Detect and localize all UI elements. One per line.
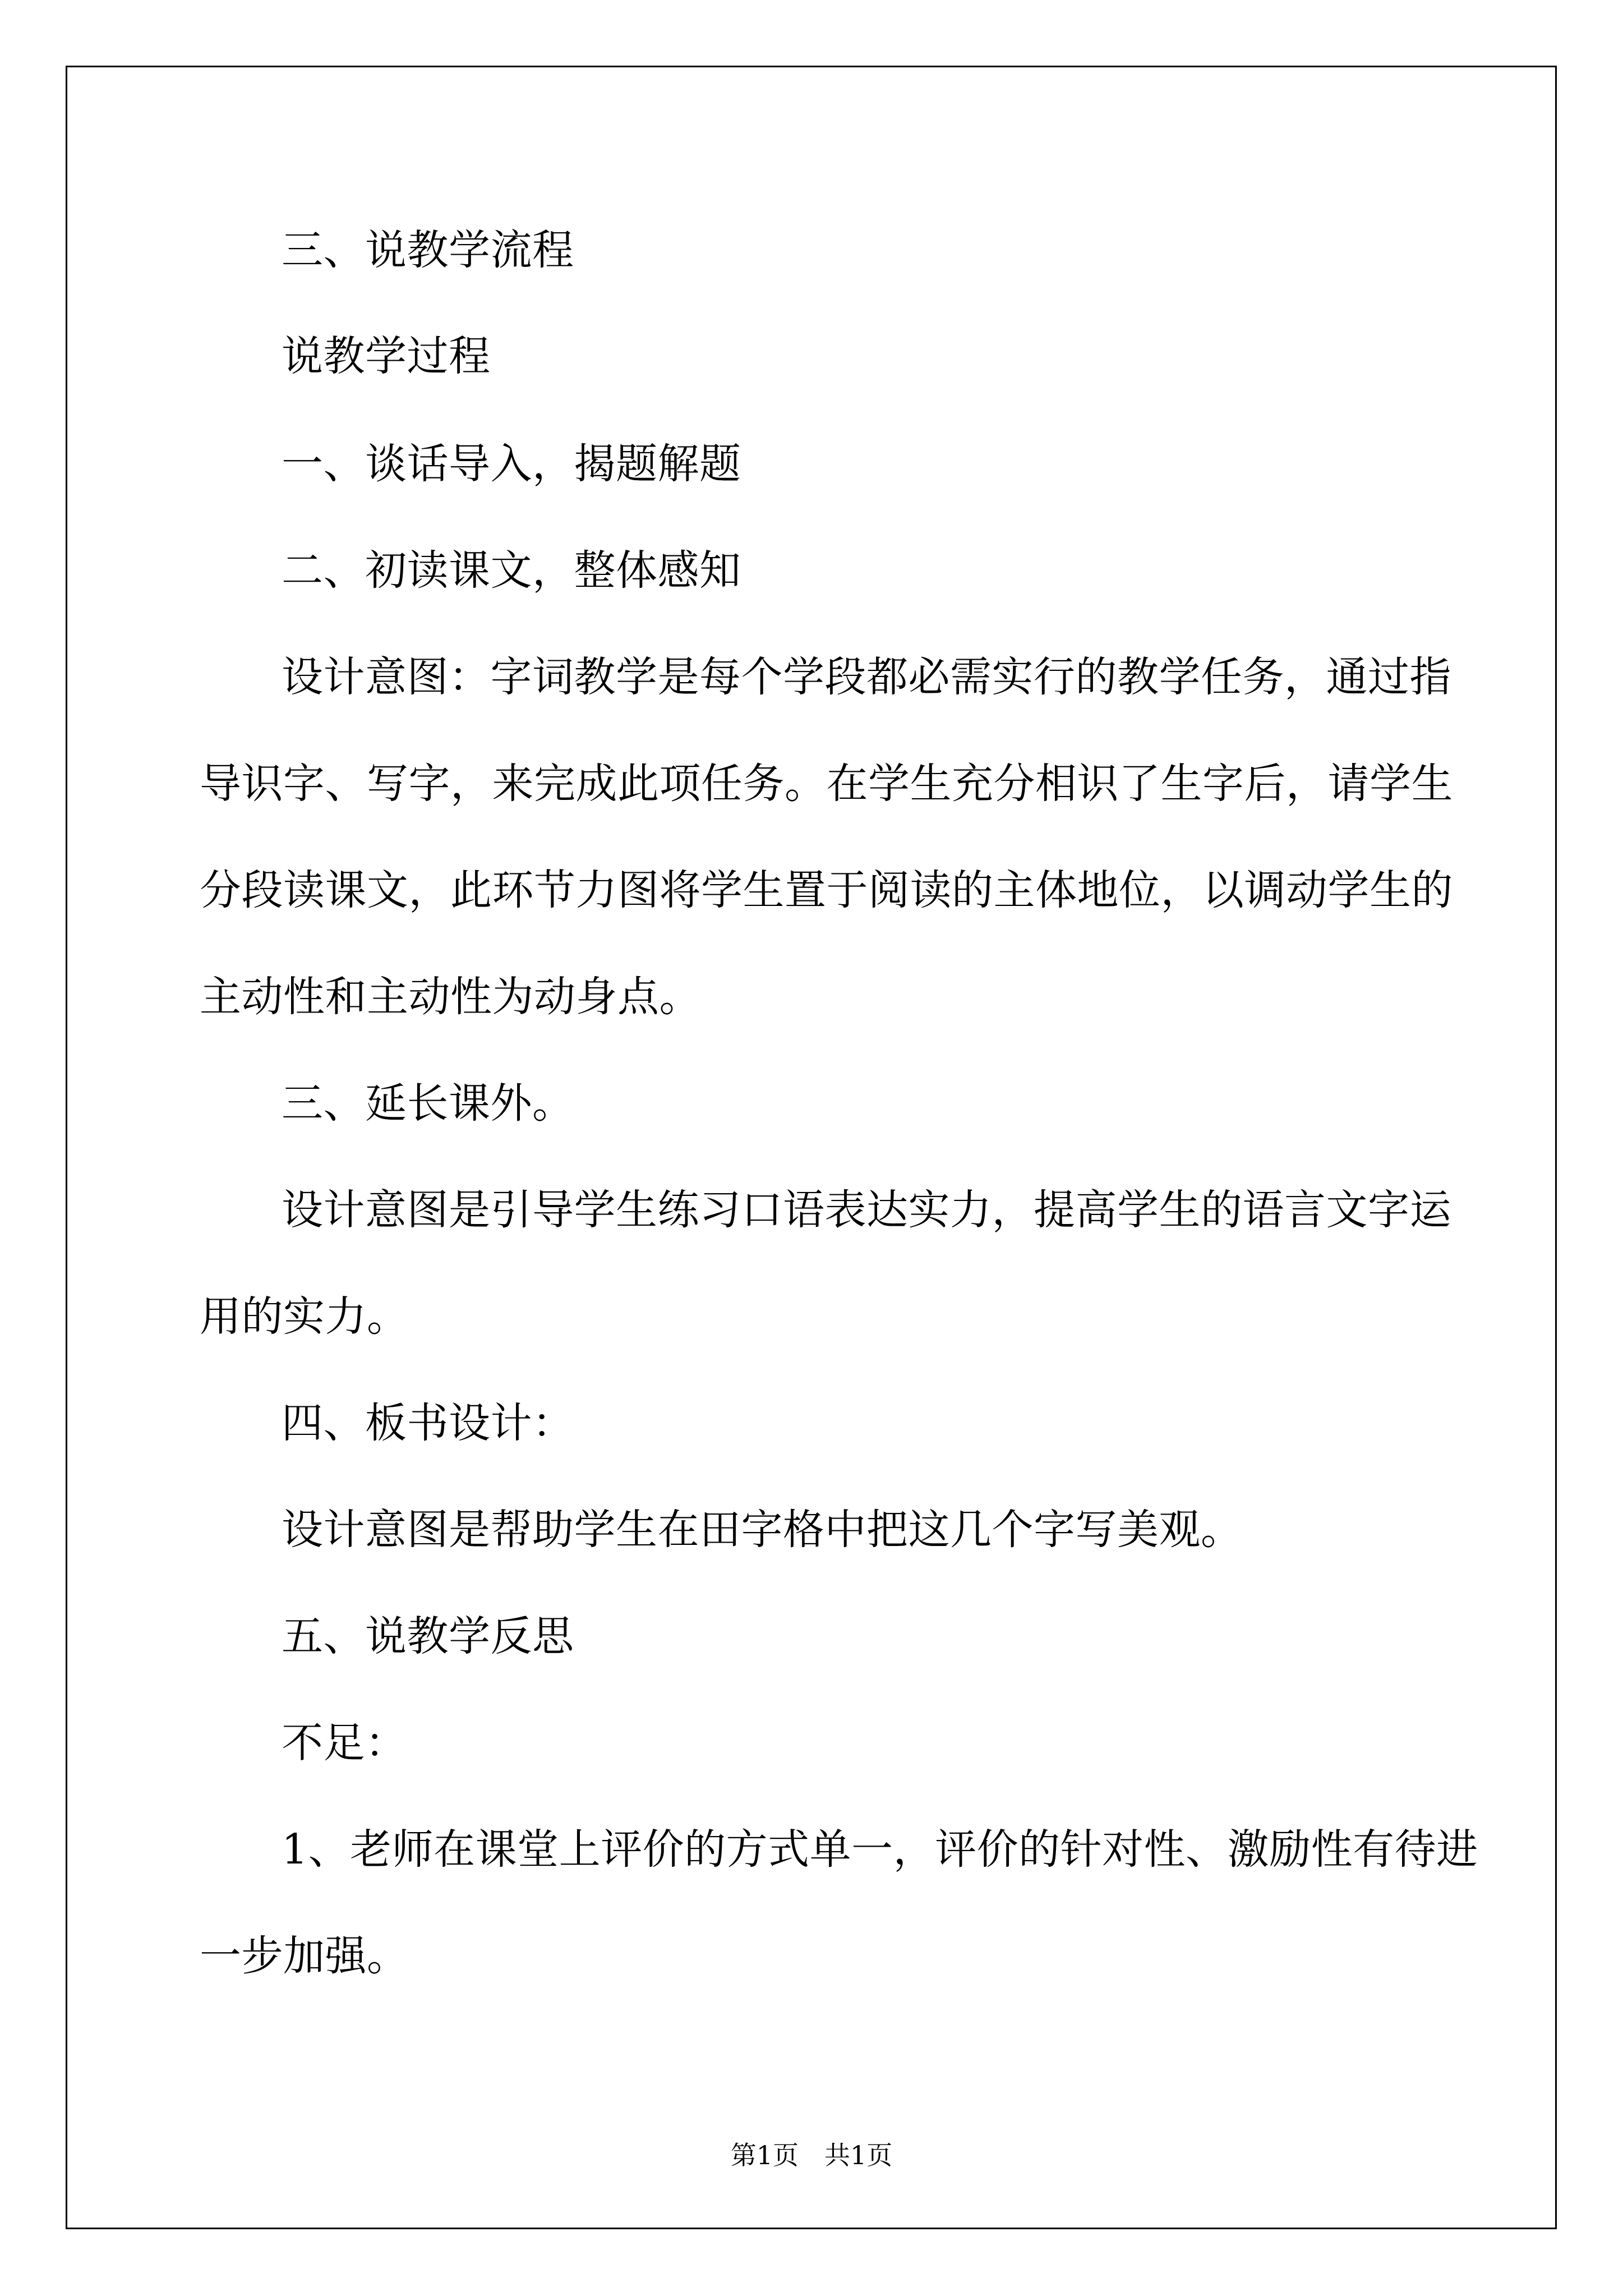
page-number-footer: 第1页 共1页 (730, 2140, 893, 2170)
paragraph-line: 导识字、写字，来完成此项任务。在学生充分相识了生字后，请学生 (200, 760, 1453, 808)
subheading-shortcomings: 不足： (282, 1719, 407, 1767)
paragraph-line: 分段读课文，此环节力图将学生置于阅读的主体地位，以调动学生的 (200, 866, 1453, 914)
paragraph-line: 设计意图是帮助学生在田字格中把这几个字写美观。 (282, 1506, 1243, 1554)
step-heading-intro: 一、谈话导入，揭题解题 (282, 440, 741, 488)
section-heading-reflection: 五、说教学反思 (282, 1612, 574, 1660)
paragraph-line: 用的实力。 (200, 1292, 409, 1341)
paragraph-line: 一步加强。 (200, 1932, 409, 1980)
step-heading-board-design: 四、板书设计： (282, 1399, 574, 1447)
paragraph-line: 主动性和主动性为动身点。 (200, 973, 701, 1021)
paragraph-line: 设计意图：字词教学是每个学段都必需实行的教学任务，通过指 (282, 653, 1451, 701)
page-border (66, 66, 1557, 2229)
section-heading-teaching-flow: 三、说教学流程 (282, 226, 574, 274)
step-heading-extension: 三、延长课外。 (282, 1079, 574, 1128)
subheading-teaching-process: 说教学过程 (282, 332, 491, 380)
paragraph-line: 设计意图是引导学生练习口语表达实力，提高学生的语言文字运 (282, 1186, 1451, 1234)
step-heading-first-reading: 二、初读课文，整体感知 (282, 546, 741, 595)
paragraph-line: 1、老师在课堂上评价的方式单一，评价的针对性、激励性有待进 (282, 1825, 1478, 1874)
